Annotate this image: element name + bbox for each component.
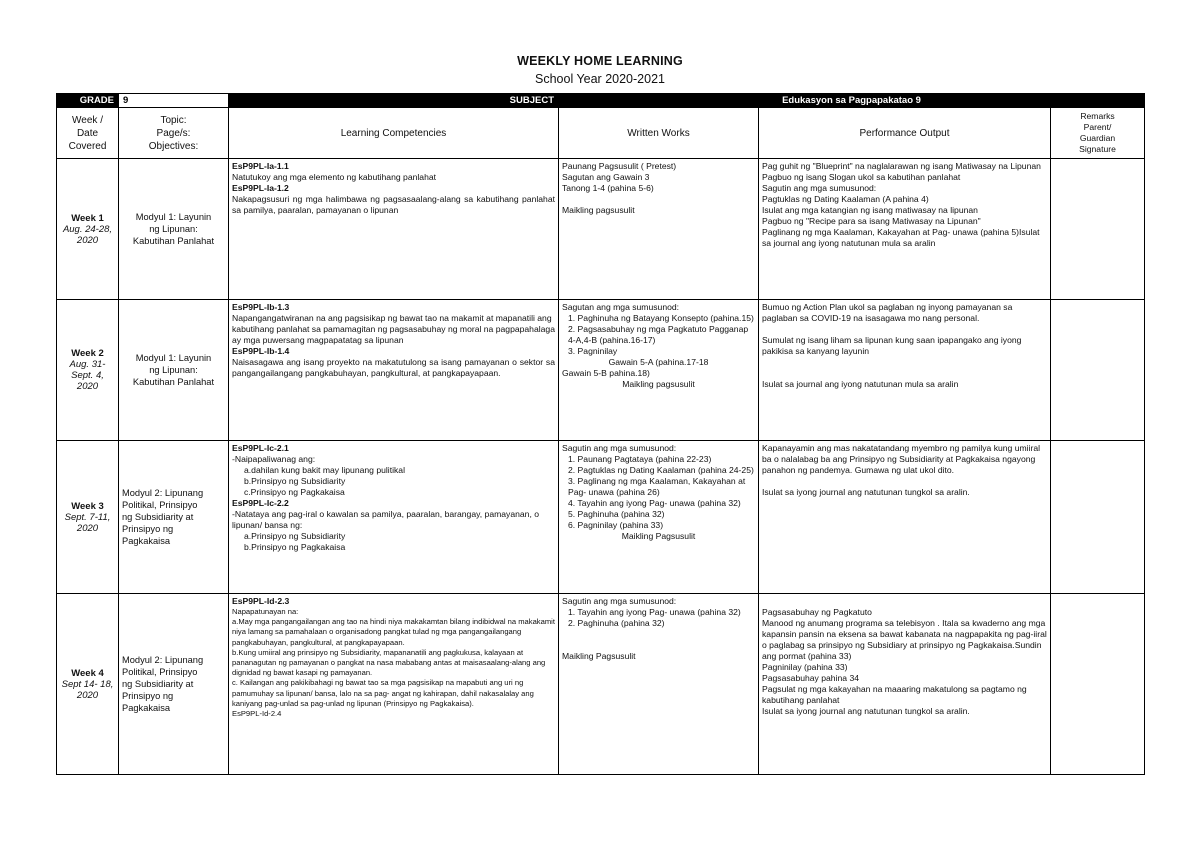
week-cell: Week 2 Aug. 31- Sept. 4, 2020 bbox=[57, 300, 119, 441]
topic-cell: Modyul 2: Lipunang Politikal, Prinsipyo ng Subsidiarity at Prinsipyo ng Pagkakaisa bbox=[119, 441, 229, 594]
topic-cell: Modyul 1: Layunin ng Lipunan: Kabutihan Panlahat bbox=[119, 159, 229, 300]
competencies-cell: EsP9PL-Id-2.3 Napapatunayan na: a.May mga pangangailangan ang tao na hindi niya makakamtan bilang indibidwal na makakamit niya lamang sa pamahalaan o organisadong pangkat tulad ng mga pangangailangang pangkabuhayan, pangkultural, at pangkapayapaan. b.Kung umiiral ang prinsipyo ng Subsidiarity, mapananatili ang pagkukusa, kalayaan at pananagutan ng pamayanan o pangkat na nasa mababang antas at maisasaalang-alang ang dignidad ng bawat kasapi ng pamayanan. c. Kailangan ang pakikibahagi ng bawat tao sa mga pagsisikap na mapabuti ang uri ng pamumuhay sa lipunan/ bansa, lalo na sa pag- angat ng kahirapan, dahil nakasalalay ang kaniyang pag-unlad sa pag-unlad ng lipunan (Prinsipyo ng Pagkakaisa). EsP9PL-Id-2.4 bbox=[229, 594, 559, 775]
header-row bbox=[57, 108, 1145, 159]
performance-output-cell: Kapanayamin ang mas nakatatandang myembro ng pamilya kung umiiral ba o nalalabag ba ang Prinsipyo ng Subsidiarity at Pagkakaisa ngayong panahon ng pandemya. Gumawa ng ulat ukol dito. Isulat sa iyong journal ang natutunan tungkol sa aralin. bbox=[759, 441, 1051, 594]
remarks-cell[interactable] bbox=[1051, 441, 1145, 594]
header-competencies: Learning Competencies bbox=[229, 108, 559, 159]
competencies-cell: EsP9PL-Ib-1.3 Napangangatwiranan na ang pagsisikap ng bawat tao na makamit at mapanatili ang kabutihang panlahat sa pamamagitan ng pagsasabuhay ng moral na pagpapahalaga ay mga puwersang magpapatatag sa lipunan EsP9PL-Ib-1.4 Naisasagawa ang isang proyekto na makatutulong sa isang pamayanan o sektor sa pangangailangang pangkabuhayan, pangkultural, at pangkapayapaan. bbox=[229, 300, 559, 441]
written-works-cell: Sagutan ang mga sumusunod: 1. Paghinuha ng Batayang Konsepto (pahina.15) 2. Pagsasabuhay ng mga Pagkatuto Pagganap 4-A,4-B (pahina.16-17) 3. Pagninilay Gawain 5-A (pahina.17-18 Gawain 5-B pahina.18) Maikling pagsusulit bbox=[559, 300, 759, 441]
table-row bbox=[57, 300, 1145, 441]
week-cell: Week 3 Sept. 7-11, 2020 bbox=[57, 441, 119, 594]
performance-output-cell: Bumuo ng Action Plan ukol sa paglaban ng inyong pamayanan sa paglaban sa COVID-19 na isasagawa mo nang personal. Sumulat ng isang liham sa lipunan kung saan ipapangako ang iyong pakikisa sa kanyang layunin Isulat sa journal ang iyong natutunan mula sa aralin bbox=[759, 300, 1051, 441]
header-performance-output: Performance Output bbox=[759, 108, 1051, 159]
competencies-cell: EsP9PL-Ic-2.1 -Naipapaliwanag ang: a.dahilan kung bakit may lipunang pulitikal b.Prinsipyo ng Subsidiarity c.Prinsipyo ng Pagkakaisa EsP9PL-Ic-2.2 -Natataya ang pag-iral o kawalan sa pamilya, paaralan, barangay, pamayanan, o lipunan/ bansa ng: a.Prinsipyo ng Subsidiarity b.Prinsipyo ng Pagkakaisa bbox=[229, 441, 559, 594]
page-title: WEEKLY HOME LEARNING bbox=[517, 54, 683, 68]
header-written-works: Written Works bbox=[559, 108, 759, 159]
written-works-cell: Sagutin ang mga sumusunod: 1. Tayahin ang iyong Pag- unawa (pahina 32) 2. Paghinuha (pahina 32) Maikling Pagsusulit bbox=[559, 594, 759, 775]
grade-label: GRADE bbox=[57, 94, 119, 108]
subject-value: Edukasyon sa Pagpapakatao 9 bbox=[559, 94, 1145, 108]
grade-value: 9 bbox=[119, 94, 229, 108]
competencies-cell: EsP9PL-Ia-1.1 Natutukoy ang mga elemento ng kabutihang panlahat EsP9PL-Ia-1.2 Nakapagsusuri ng mga halimbawa ng pagsasaalang-alang sa kabutihang panlahat sa pamilya, paaralan, pamayanan o lipunan bbox=[229, 159, 559, 300]
topic-cell: Modyul 2: Lipunang Politikal, Prinsipyo ng Subsidiarity at Prinsipyo ng Pagkakaisa bbox=[119, 594, 229, 775]
performance-output-cell: Pag guhit ng "Blueprint" na naglalarawan ng isang Matiwasay na Lipunan Pagbuo ng isang Slogan ukol sa kabutihan panlahat Sagutin ang mga sumusunod: Pagtuklas ng Dating Kaalaman (A pahina 4) Isulat ang mga katangian ng isang matiwasay na lipunan Pagbuo ng "Recipe para sa isang Matiwasay na Lipunan" Paglinang ng mga Kaalaman, Kakayahan at Pag- unawa (pahina 5)Isulat sa journal ang iyong natutunan mula sa aralin bbox=[759, 159, 1051, 300]
remarks-cell[interactable] bbox=[1051, 594, 1145, 775]
weekly-plan-table bbox=[56, 93, 1145, 775]
performance-output-cell: Pagsasabuhay ng Pagkatuto Manood ng anumang programa sa telebisyon . Itala sa kwaderno ang mga kapansin pansin na eksena sa bawat kabanata na nagpapakita ng pag-iiral o paglabag sa prinsipyo ng Subsidiary at prinsipyo ng Pagkakaisa.Sundin ang pormat (pahina 33) Pagninilay (pahina 33) Pagsasabuhay pahina 34 Pagsulat ng mga kakayahan na maaaring makatulong sa pagtamo ng kabutihang panlahat Isulat sa iyong journal ang natutunan tungkol sa aralin. bbox=[759, 594, 1051, 775]
remarks-cell[interactable] bbox=[1051, 300, 1145, 441]
header-week: Week / Date Covered bbox=[57, 108, 119, 159]
school-year: School Year 2020-2021 bbox=[535, 72, 665, 86]
week-cell: Week 1 Aug. 24-28, 2020 bbox=[57, 159, 119, 300]
table-row bbox=[57, 594, 1145, 775]
remarks-cell[interactable] bbox=[1051, 159, 1145, 300]
subject-label: SUBJECT bbox=[229, 94, 559, 108]
topic-cell: Modyul 1: Layunin ng Lipunan: Kabutihan Panlahat bbox=[119, 300, 229, 441]
written-works-cell: Paunang Pagsusulit ( Pretest) Sagutan ang Gawain 3 Tanong 1-4 (pahina 5-6) Maikling pagsusulit bbox=[559, 159, 759, 300]
grade-subject-band bbox=[57, 94, 1145, 108]
header-topic: Topic: Page/s: Objectives: bbox=[119, 108, 229, 159]
header-remarks: Remarks Parent/ Guardian Signature bbox=[1051, 108, 1145, 159]
written-works-cell: Sagutin ang mga sumusunod: 1. Paunang Pagtataya (pahina 22-23) 2. Pagtuklas ng Dating Kaalaman (pahina 24-25) 3. Paglinang ng mga Kaalaman, Kakayahan at Pag- unawa (pahina 26) 4. Tayahin ang iyong Pag- unawa (pahina 32) 5. Paghinuha (pahina 32) 6. Pagninilay (pahina 33) Maikling Pagsusulit bbox=[559, 441, 759, 594]
table-row bbox=[57, 159, 1145, 300]
table-row bbox=[57, 441, 1145, 594]
week-cell: Week 4 Sept 14- 18, 2020 bbox=[57, 594, 119, 775]
